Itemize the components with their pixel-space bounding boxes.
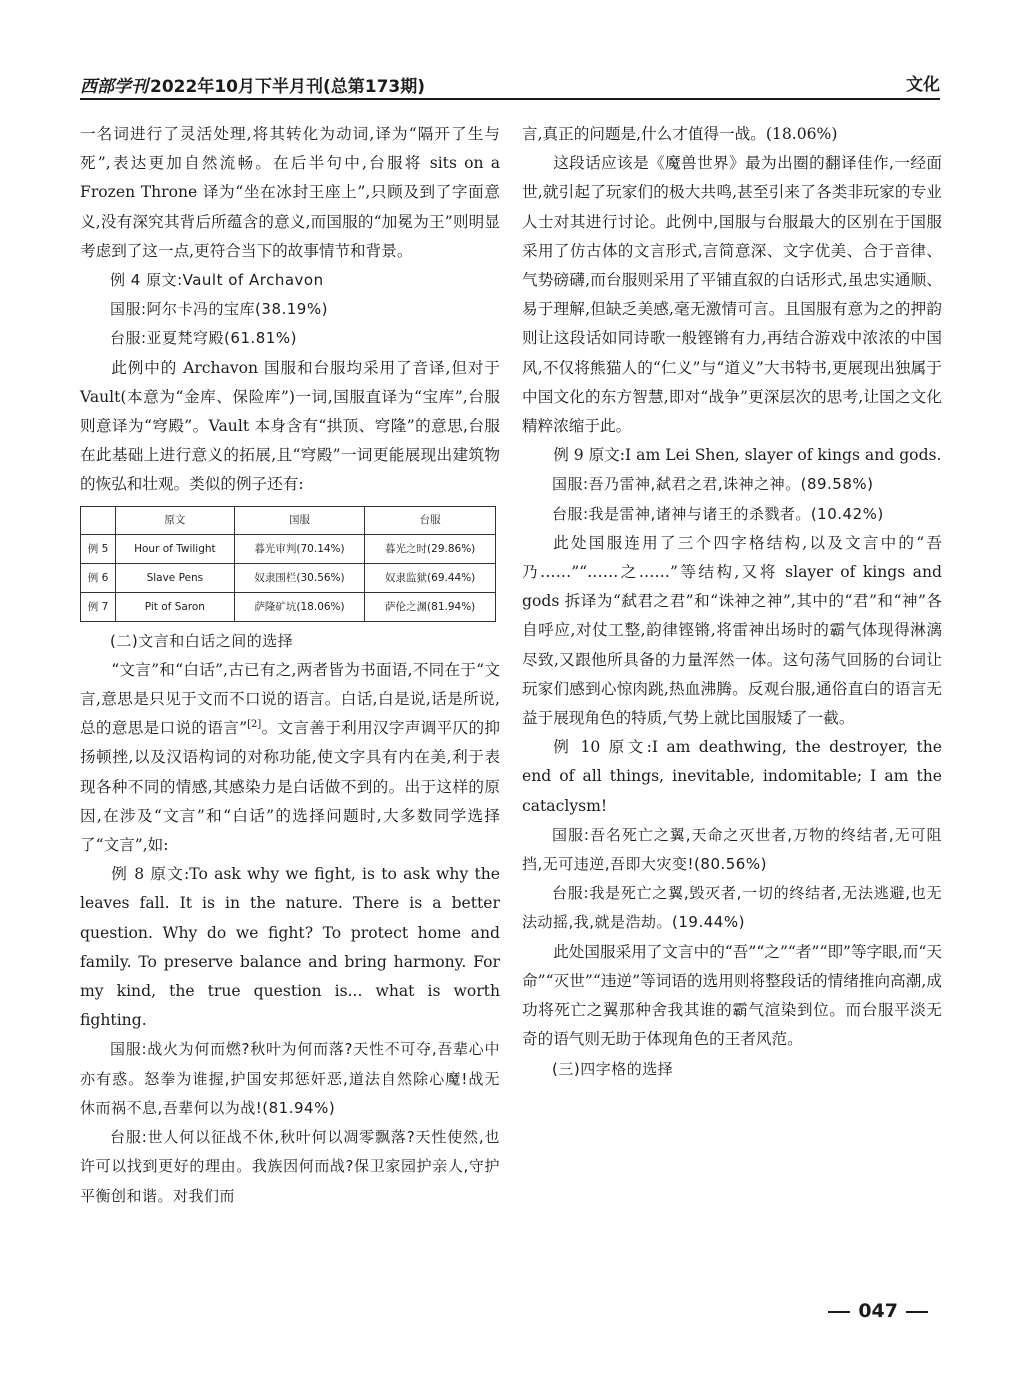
table-row bbox=[81, 563, 496, 592]
footer-dash bbox=[906, 1311, 928, 1313]
paragraph: 此处国服采用了文言中的“吾”“之”“者”“即”等字眼,而“天命”“灭世”“违逆”等词语的选用则将整段话的情绪推向高潮,成功将死亡之翼那种舍我其谁的霸气渲染到位。而台服平淡无奇的语气则无助于体现角色的王者风范。 bbox=[522, 942, 942, 1049]
example-source: 例 10 原文:I am deathwing, the destroyer, the end of all things, inevitable, indomitable; I am the cataclysm! bbox=[522, 738, 942, 815]
example-translation: 国服:阿尔卡冯的宝库(38.19%) bbox=[110, 300, 328, 319]
paragraph: 一名词进行了灵活处理,将其转化为动词,译为“隔开了生与死”,表达更加自然流畅。在后半句中,台服将 sits on a Frozen Throne 译为“坐在冰封王座上”,只顾及到了字面意义,没有深究其背后所蕴含的意义,而国服的“加冕为王”则明显考虑到了这一点,更符合当下的故事情节和背景。 bbox=[80, 125, 500, 260]
table-header-row bbox=[81, 506, 496, 534]
left-column bbox=[80, 120, 500, 1211]
table-row bbox=[81, 534, 496, 563]
example-translation: 台服:世人何以征战不休,秋叶何以凋零飘落?天性使然,也许可以找到更好的理由。我族因何而战?保卫家园护亲人,守护平衡创和谐。对我们而 bbox=[80, 1128, 500, 1205]
table-cell: 例 5 bbox=[81, 534, 116, 563]
paragraph-text: “文言”和“白话”,古已有之,两者皆为书面语,不同在于“文言,意思是只见于文而不口说的语言。白话,白是说,话是所说,总的意思是口说的语言” bbox=[80, 660, 500, 738]
table-cell: Slave Pens bbox=[116, 563, 235, 592]
examples-table bbox=[80, 506, 496, 622]
table-cell: 奴隶围栏(30.56%) bbox=[234, 563, 365, 592]
table-cell: 萨伦之渊(81.94%) bbox=[365, 592, 496, 621]
table-header-cell: 台服 bbox=[365, 506, 496, 534]
paragraph-text: 。文言善于利用汉字声调平仄的抑扬顿挫,以及汉语构词的对称功能,使文字具有内在美,利于表现各种不同的情感,其感染力是白话做不到的。出于这样的原因,在涉及“文言”和“白话”的选择问题时,大多数同学选择了“文言”,如: bbox=[80, 719, 500, 855]
paragraph: 此例中的 Archavon 国服和台服均采用了音译,但对于 Vault(本意为“金库、保险库”)一词,国服直译为“宝库”,台服则意译为“穹殿”。Vault 本身含有“拱顶、穹隆”的意思,台服在此基础上进行意义的拓展,且“穹殿”一词更能展现出建筑物的恢弘和壮观。类似的例子还有: bbox=[80, 358, 500, 494]
footer-dash bbox=[828, 1311, 850, 1313]
subheading: (三)四字格的选择 bbox=[552, 1059, 674, 1078]
example-translation: 国服:吾名死亡之翼,天命之灭世者,万物的终结者,无可阻挡,无可违逆,吾即大灾变!(80.56%) bbox=[522, 825, 942, 874]
example-translation: 台服:我是死亡之翼,毁灭者,一切的终结者,无法逃避,也无法动摇,我,就是浩劫。(19.44%) bbox=[522, 884, 942, 932]
issue-info: 2022年10月下半月刊(总第173期) bbox=[150, 77, 425, 97]
subheading: (二)文言和白话之间的选择 bbox=[110, 631, 294, 650]
journal-header bbox=[80, 72, 425, 97]
example-translation: 台服:我是雷神,诸神与诸王的杀戮者。(10.42%) bbox=[552, 504, 884, 523]
table-cell: 暮光审判(70.14%) bbox=[234, 534, 365, 563]
table-header-cell: 国服 bbox=[234, 506, 365, 534]
table-cell: Hour of Twilight bbox=[116, 534, 235, 563]
paragraph: 此处国服连用了三个四字格结构,以及文言中的“吾乃……”“……之……”等结构,又将 slayer of kings and gods 拆译为“弑君之君”和“诛神之神”,其中的“君”和“神”各自呼应,对仗工整,韵律铿锵,将雷神出场时的霸气体现得淋漓尽致,又跟他所具备的力量浑然一体。这句荡气回肠的台词让玩家们感到心惊肉跳,热血沸腾。反观台服,通俗直白的语言无益于展现角色的特质,气势上就比国服矮了一截。 bbox=[522, 533, 942, 728]
page-number: 047 bbox=[858, 1300, 898, 1322]
table-cell: 暮光之时(29.86%) bbox=[365, 534, 496, 563]
paragraph: 这段话应该是《魔兽世界》最为出圈的翻译佳作,一经面世,就引起了玩家们的极大共鸣,甚至引来了各类非玩家的专业人士对其进行讨论。此例中,国服与台服最大的区别在于国服采用了仿古体的文言形式,言简意深、文字优美、合于音律、气势磅礴,而台服则采用了平铺直叙的白话形式,虽忠实通顺、易于理解,但缺乏美感,毫无激情可言。且国服有意为之的押韵则让这段话如同诗歌一般铿锵有力,再结合游戏中浓浓的中国风,不仅将熊猫人的“仁义”与“道义”大书特书,更展现出独属于中国文化的东方智慧,即对“战争”更深层次的思考,让国之文化精粹浓缩于此。 bbox=[522, 154, 942, 436]
example-translation: 国服:吾乃雷神,弑君之君,诛神之神。(89.58%) bbox=[552, 475, 874, 494]
table-header-cell bbox=[81, 506, 116, 534]
page-header bbox=[80, 68, 940, 98]
page-footer bbox=[820, 1300, 936, 1322]
right-column bbox=[522, 120, 942, 1084]
example-translation: 国服:战火为何而燃?秋叶为何而落?天性不可夺,吾辈心中亦有惑。怒拳为谁握,护国安邦惩奸恶,道法自然除心魔!战无休而祸不息,吾辈何以为战!(81.94%) bbox=[80, 1040, 500, 1117]
table-cell: 例 7 bbox=[81, 592, 116, 621]
paragraph: 言,真正的问题是,什么才值得一战。(18.06%) bbox=[522, 125, 838, 143]
header-rule bbox=[80, 98, 940, 100]
table-cell: 萨隆矿坑(18.06%) bbox=[234, 592, 365, 621]
section-label: 文化 bbox=[906, 75, 940, 95]
table-cell: 奴隶监狱(69.44%) bbox=[365, 563, 496, 592]
example-source: 例 8 原文:To ask why we fight, is to ask why the leaves fall. It is in the nature. There is a better question. Why do we fight? To protect home and family. To preserve balance and bring harmony. For my kind, the true question is... what is worth fighting. bbox=[80, 865, 500, 1030]
example-source: 例 9 原文:I am Lei Shen, slayer of kings and gods. bbox=[553, 446, 942, 465]
table-header-cell: 原文 bbox=[116, 506, 235, 534]
table-cell: Pit of Saron bbox=[116, 592, 235, 621]
journal-logo: 西部学刊 bbox=[80, 77, 148, 97]
example-translation: 台服:亚夏梵穹殿(61.81%) bbox=[110, 329, 297, 348]
citation-ref: [2] bbox=[247, 719, 262, 731]
example-label: 例 4 原文:Vault of Archavon bbox=[110, 271, 324, 290]
table-row bbox=[81, 592, 496, 621]
table-cell: 例 6 bbox=[81, 563, 116, 592]
paragraph bbox=[80, 656, 500, 860]
